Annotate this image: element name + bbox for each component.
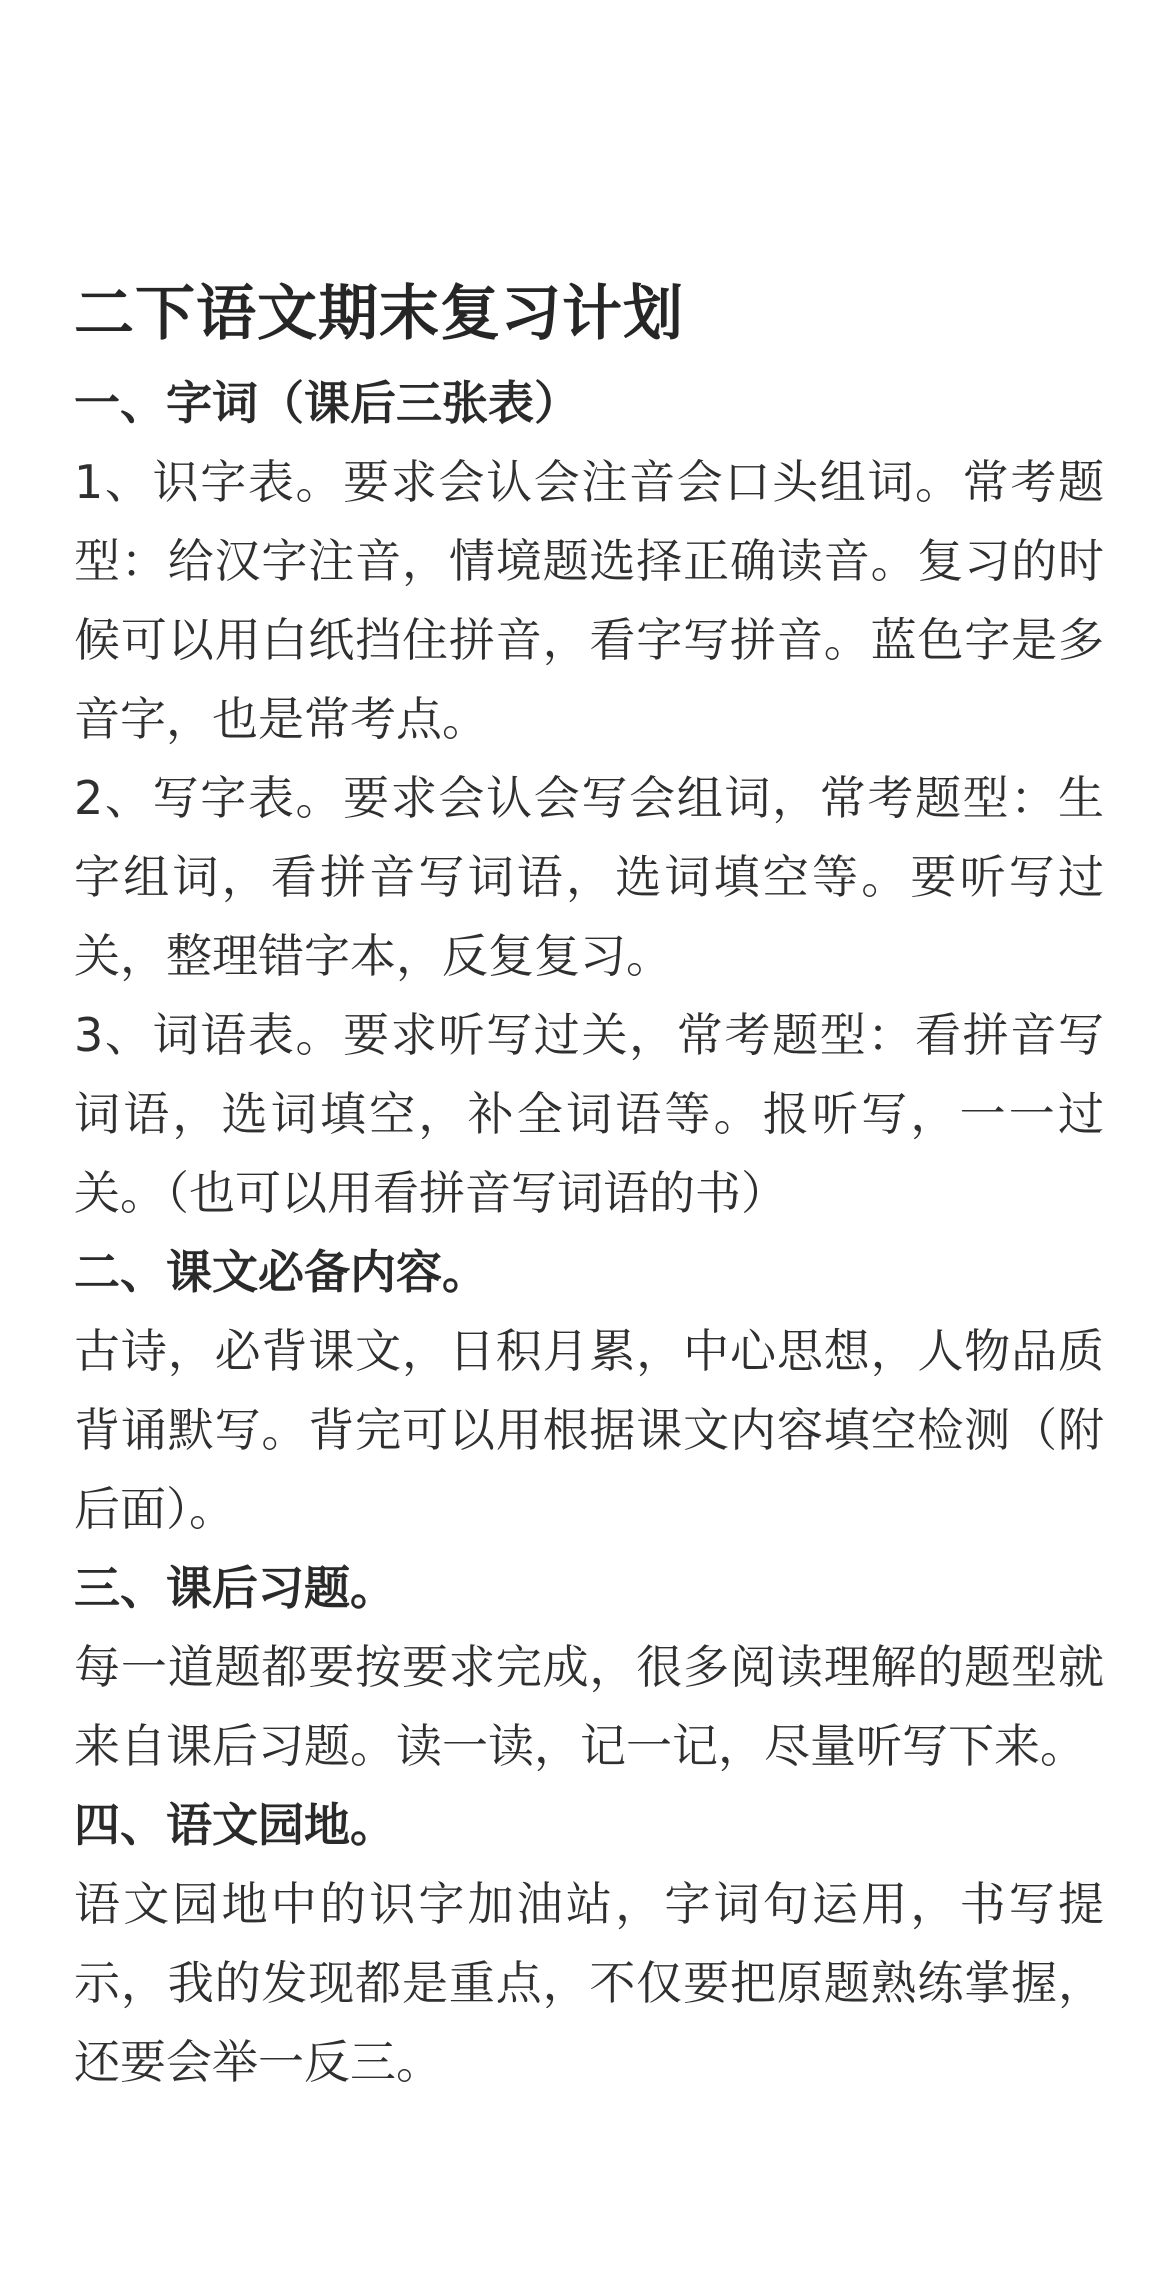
paragraph-texts: 古诗，必背课文，日积月累，中心思想，人物品质背诵默写。背完可以用根据课文内容填空检测（附后面）。 <box>74 1324 1104 1536</box>
paragraph-vocabulary-table: 3、词语表。要求听写过关，常考题型：看拼音写词语，选词填空，补全词语等。报听写，一一过关。（也可以用看拼音写词语的书） <box>74 1008 1104 1220</box>
paragraph-literacy-table: 1、识字表。要求会认会注音会口头组词。常考题型：给汉字注音，情境题选择正确读音。复习的时候可以用白纸挡住拼音，看字写拼音。蓝色字是多音字，也是常考点。 <box>74 455 1104 746</box>
section-heading: 二、课文必备内容。 <box>74 1245 488 1299</box>
paragraph-exercises: 每一道题都要按要求完成，很多阅读理解的题型就来自课后习题。读一读，记一记，尽量听写下来。 <box>74 1640 1104 1773</box>
paragraph-writing-table: 2、写字表。要求会认会写会组词，常考题型：生字组词，看拼音写词语，选词填空等。要听写过关，整理错字本，反复复习。 <box>74 771 1104 983</box>
section-garden <box>74 1786 1104 2102</box>
section-texts <box>74 1233 1104 1549</box>
section-heading: 三、课后习题。 <box>74 1561 396 1615</box>
document-title: 二下语文期末复习计划 <box>74 279 684 349</box>
section-exercises <box>74 1549 1104 1786</box>
section-heading: 一、字词（课后三张表） <box>74 376 580 430</box>
paragraph-garden: 语文园地中的识字加油站，字词句运用，书写提示，我的发现都是重点，不仅要把原题熟练掌握，还要会举一反三。 <box>74 1877 1104 2089</box>
section-words <box>74 364 1104 1233</box>
document-page <box>74 268 1104 2102</box>
section-heading: 四、语文园地。 <box>74 1798 396 1852</box>
